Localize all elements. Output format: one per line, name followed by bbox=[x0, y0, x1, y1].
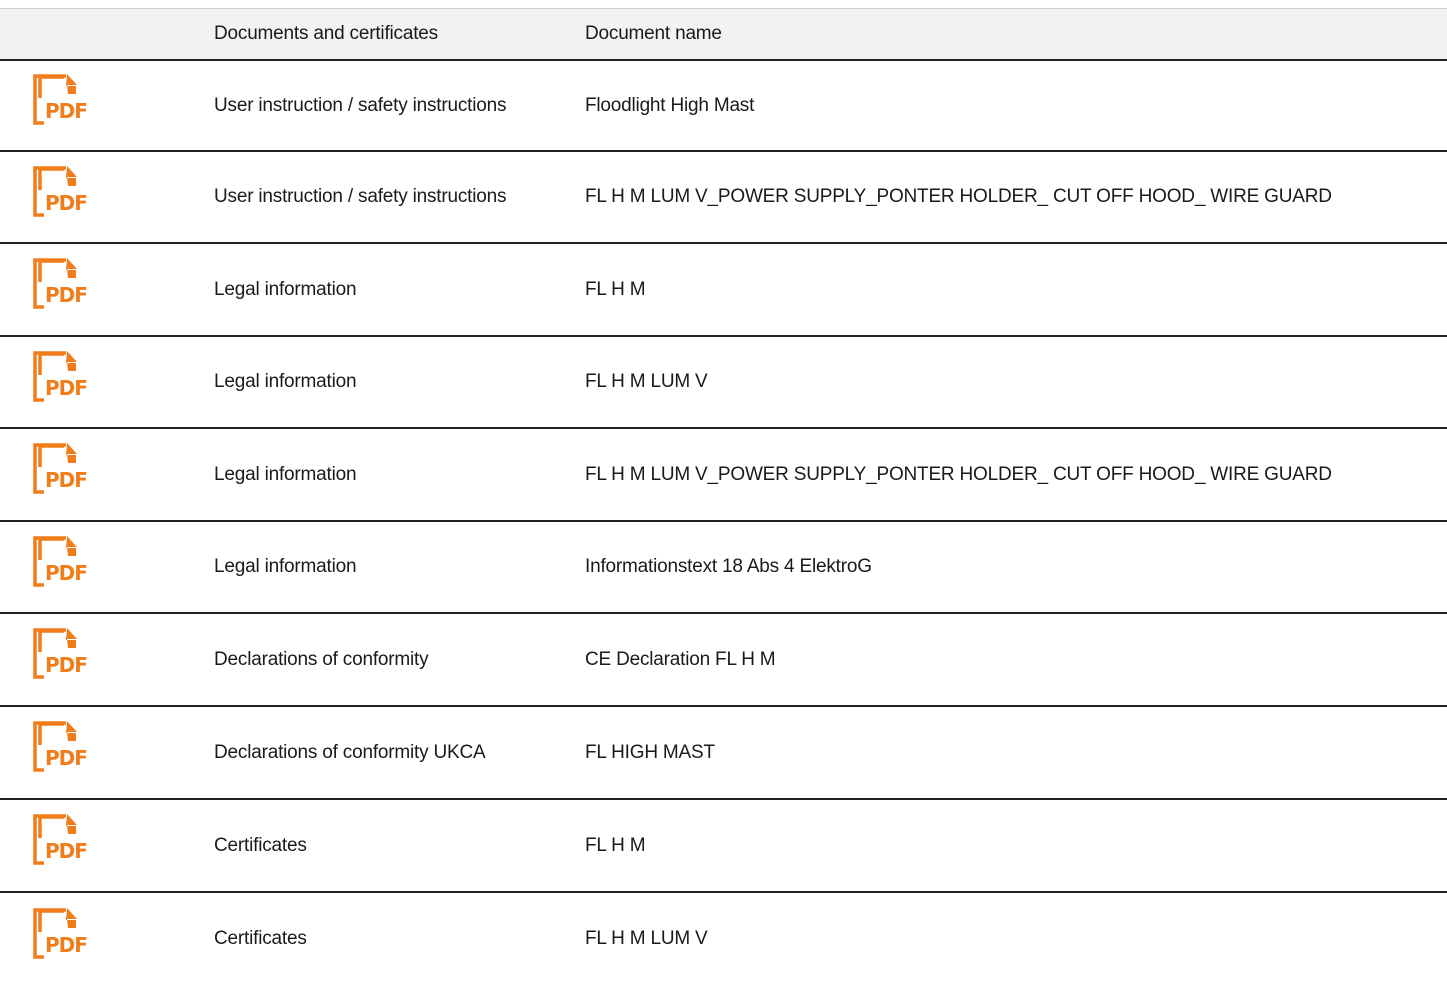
pdf-download-link[interactable] bbox=[0, 534, 90, 590]
document-type-cell: Legal information bbox=[214, 521, 585, 613]
icon-cell bbox=[0, 799, 214, 892]
table-row bbox=[0, 706, 1447, 799]
header-icon-column bbox=[0, 9, 214, 61]
header-documents-and-certificates: Documents and certificates bbox=[214, 9, 585, 61]
table-row bbox=[0, 243, 1447, 336]
table-row bbox=[0, 336, 1447, 428]
pdf-icon bbox=[28, 812, 90, 868]
pdf-icon bbox=[28, 719, 90, 775]
pdf-icon bbox=[28, 256, 90, 312]
table-row bbox=[0, 60, 1447, 151]
table-row bbox=[0, 613, 1447, 706]
table-row bbox=[0, 151, 1447, 243]
pdf-download-link[interactable] bbox=[0, 164, 90, 220]
header-document-name: Document name bbox=[585, 9, 1447, 61]
document-name-cell[interactable]: FL H M bbox=[585, 799, 1447, 892]
table-body bbox=[0, 60, 1447, 985]
document-type-cell: User instruction / safety instructions bbox=[214, 60, 585, 151]
document-name-cell[interactable]: FL H M LUM V bbox=[585, 928, 708, 949]
icon-cell bbox=[0, 892, 214, 985]
table-row bbox=[0, 428, 1447, 521]
pdf-download-link[interactable] bbox=[0, 441, 90, 497]
pdf-icon bbox=[28, 906, 90, 962]
pdf-download-link[interactable] bbox=[0, 256, 90, 312]
pdf-icon bbox=[28, 72, 90, 128]
document-name-cell[interactable]: Floodlight High Mast bbox=[585, 60, 1447, 151]
pdf-download-link[interactable] bbox=[0, 719, 90, 775]
pdf-icon-label: PDF bbox=[45, 468, 87, 492]
icon-cell bbox=[0, 60, 214, 151]
pdf-download-link[interactable] bbox=[0, 906, 90, 962]
pdf-icon-label: PDF bbox=[45, 932, 87, 957]
table-header bbox=[0, 9, 1447, 61]
pdf-icon-label: PDF bbox=[45, 190, 87, 215]
pdf-download-link[interactable] bbox=[0, 349, 90, 405]
document-type-cell: Declarations of conformity UKCA bbox=[214, 706, 585, 799]
document-name-cell[interactable]: FL HIGH MAST bbox=[585, 706, 1447, 799]
table-row bbox=[0, 799, 1447, 892]
pdf-icon-label: PDF bbox=[45, 560, 87, 585]
document-type-cell: Certificates bbox=[214, 928, 307, 949]
icon-cell bbox=[0, 428, 214, 521]
document-name-cell[interactable]: Informationstext 18 Abs 4 ElektroG bbox=[585, 521, 1447, 613]
icon-cell bbox=[0, 706, 214, 799]
icon-cell bbox=[0, 243, 214, 336]
pdf-icon-label: PDF bbox=[45, 99, 87, 123]
table-row bbox=[0, 521, 1447, 613]
table-row bbox=[0, 892, 1447, 985]
document-type-cell: Legal information bbox=[214, 428, 585, 521]
document-name-cell[interactable]: FL H M LUM V bbox=[585, 336, 1447, 428]
pdf-download-link[interactable] bbox=[0, 812, 90, 868]
document-type-cell: Certificates bbox=[214, 799, 585, 892]
document-type-cell: Declarations of conformity bbox=[214, 613, 585, 706]
document-name-cell[interactable]: CE Declaration FL H M bbox=[585, 613, 1447, 706]
pdf-download-link[interactable] bbox=[0, 626, 90, 682]
pdf-icon bbox=[28, 441, 90, 497]
pdf-icon-label: PDF bbox=[45, 746, 87, 770]
pdf-icon-label: PDF bbox=[45, 839, 87, 863]
document-name-cell[interactable]: FL H M LUM V_POWER SUPPLY_PONTER HOLDER_ CUT OFF HOOD_ WIRE GUARD bbox=[585, 151, 1447, 243]
pdf-icon bbox=[28, 626, 90, 682]
document-name-cell[interactable]: FL H M LUM V_POWER SUPPLY_PONTER HOLDER_ CUT OFF HOOD_ WIRE GUARD bbox=[585, 428, 1447, 521]
documents-table bbox=[0, 8, 1447, 985]
icon-cell bbox=[0, 336, 214, 428]
document-type-cell: Legal information bbox=[214, 336, 585, 428]
pdf-icon-label: PDF bbox=[45, 653, 87, 677]
pdf-icon bbox=[28, 534, 90, 590]
icon-cell bbox=[0, 521, 214, 613]
pdf-download-link[interactable] bbox=[0, 72, 90, 128]
document-type-cell: User instruction / safety instructions bbox=[214, 151, 585, 243]
header-row bbox=[0, 9, 1447, 61]
pdf-icon-label: PDF bbox=[45, 375, 87, 400]
icon-cell bbox=[0, 613, 214, 706]
pdf-icon bbox=[28, 349, 90, 405]
icon-cell bbox=[0, 151, 214, 243]
pdf-icon-label: PDF bbox=[45, 283, 87, 307]
pdf-icon bbox=[28, 164, 90, 220]
document-name-cell[interactable]: FL H M bbox=[585, 243, 1447, 336]
document-type-cell: Legal information bbox=[214, 243, 585, 336]
